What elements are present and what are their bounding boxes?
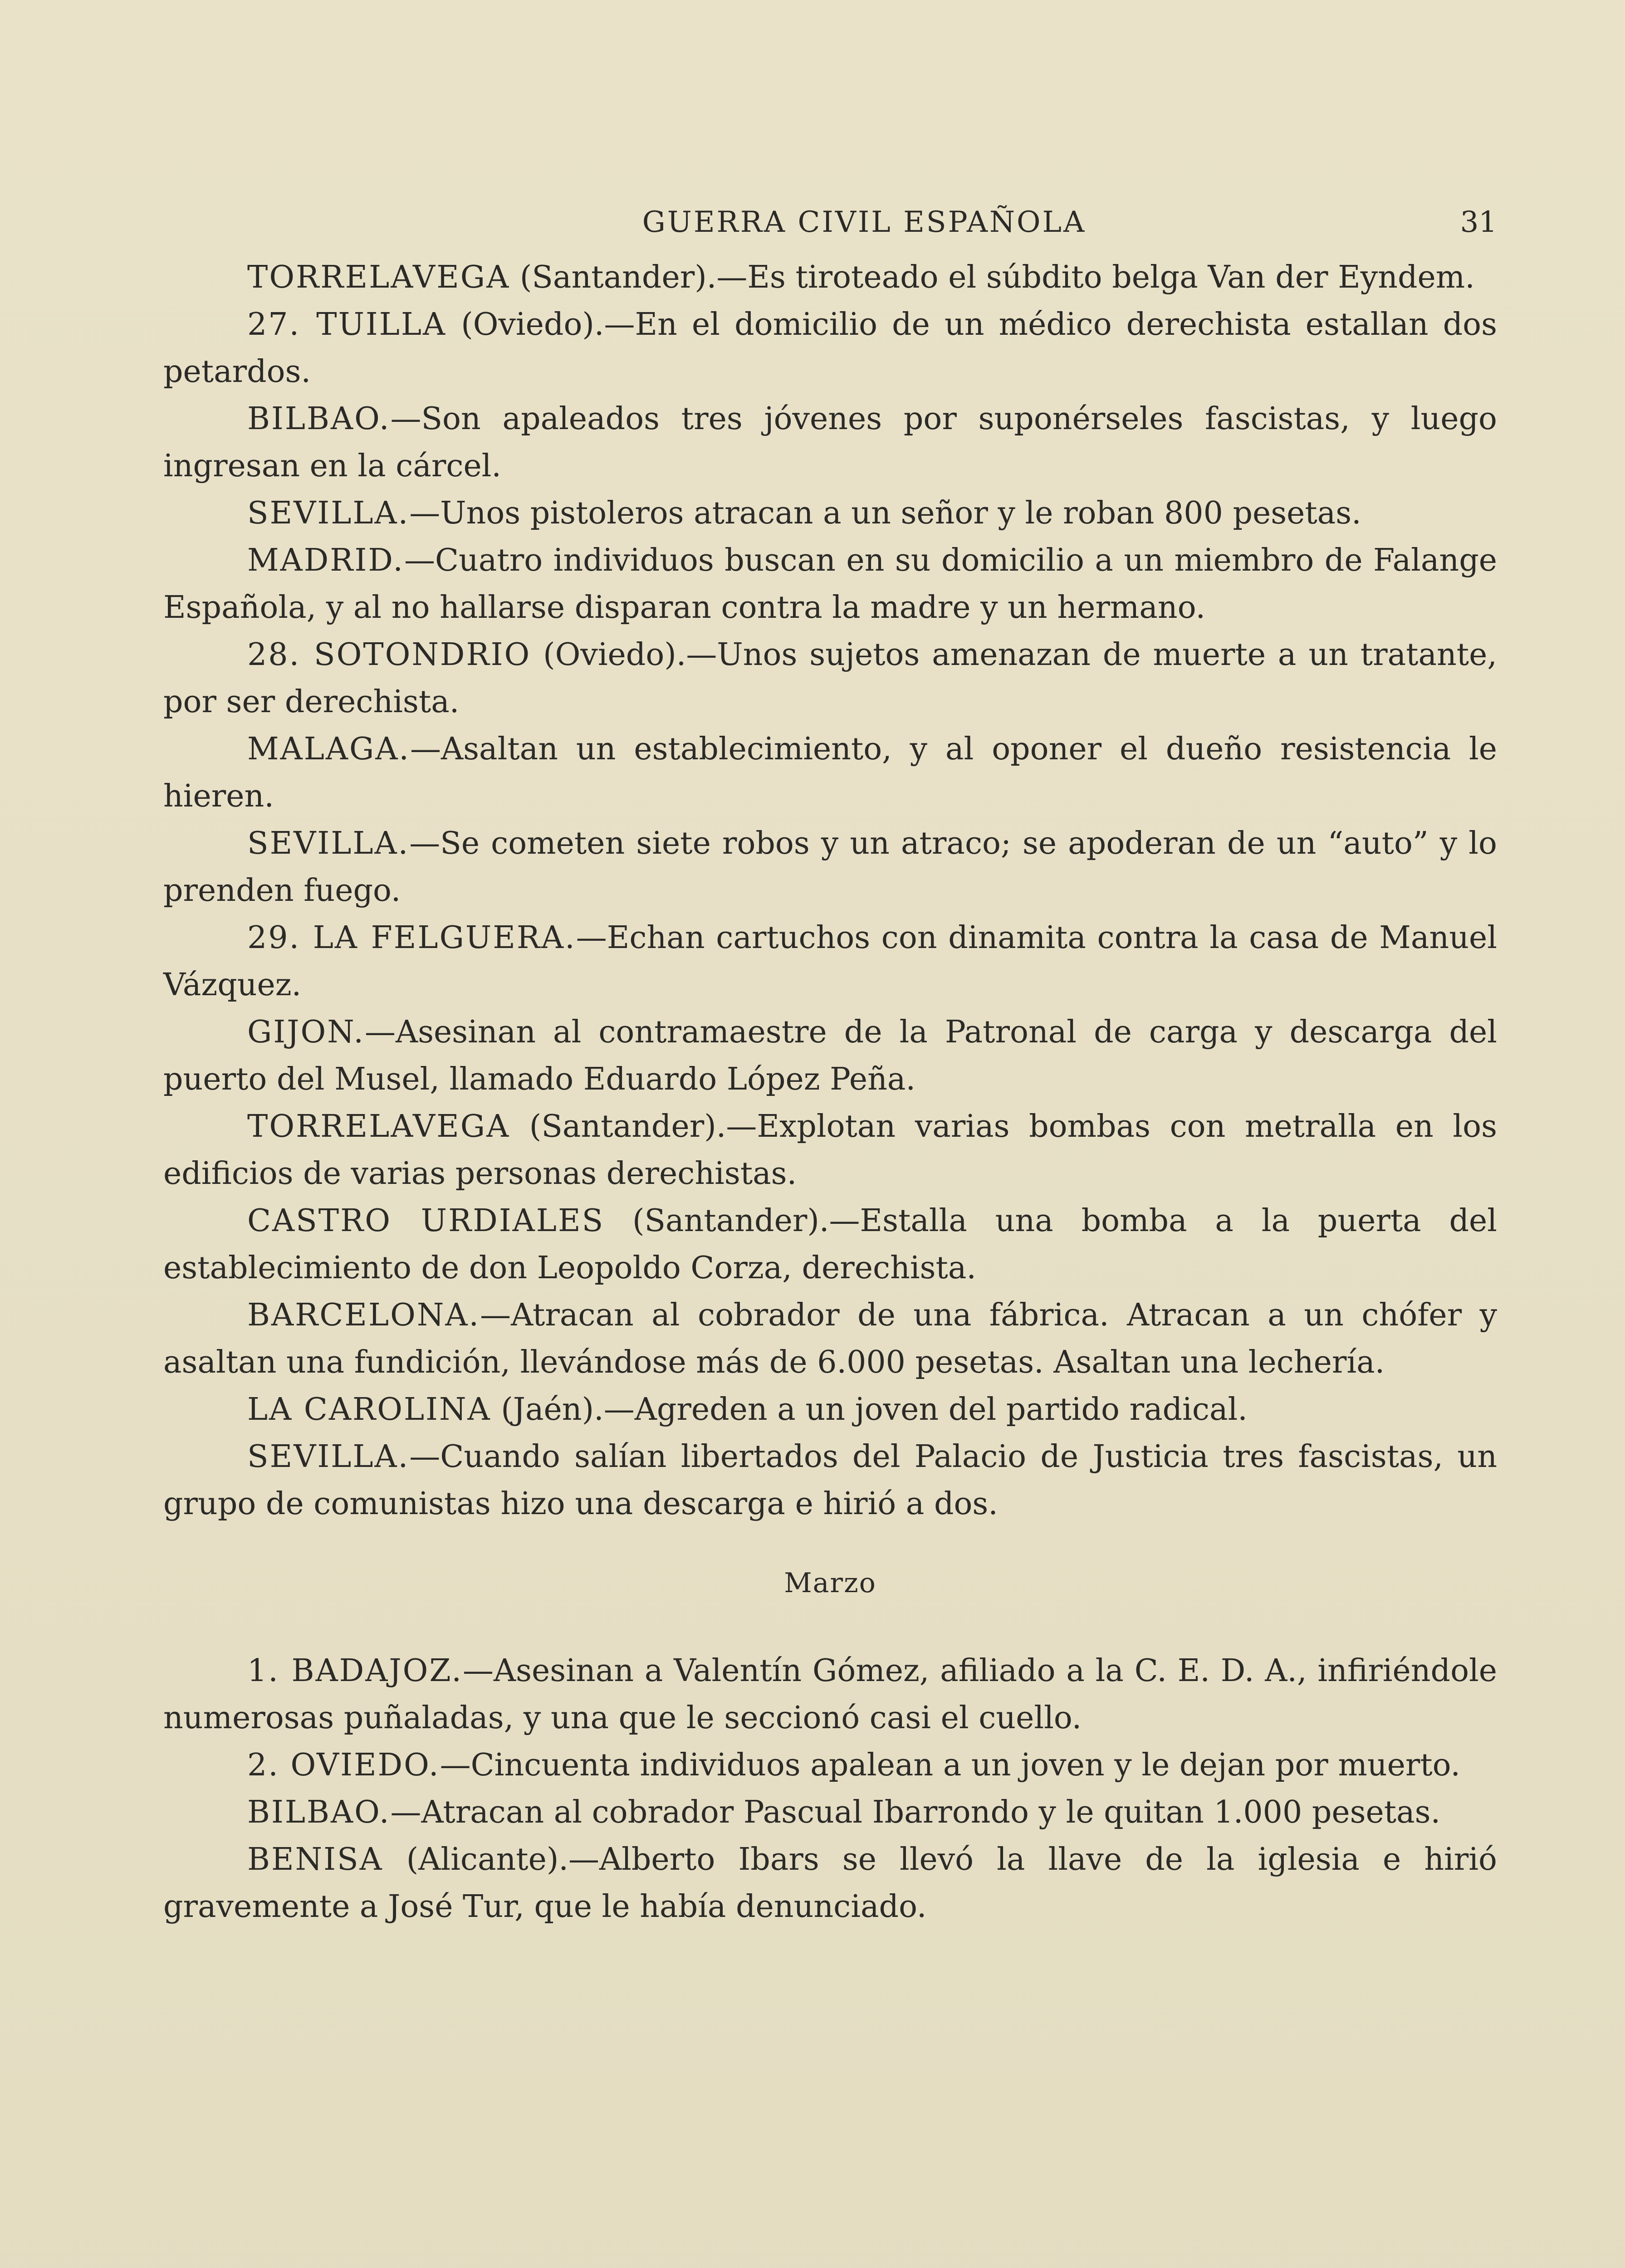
entry-feb-8 [163,820,1497,914]
entry-text: (Oviedo).—Unos sujetos amenazan de muerte a un tratante, por ser derechista. [163,637,1497,720]
entry-text: —Atracan al cobrador Pascual Ibarrondo y le quitan 1.000 pesetas. [390,1794,1441,1830]
entry-text: (Santander).—Explotan varias bombas con metralla en los edificios de varias personas derechistas. [163,1109,1497,1192]
running-title: GUERRA CIVIL ESPAÑOLA [642,205,1087,239]
entry-text: (Jaén).—Agreden a un joven del partido radical. [491,1392,1248,1427]
entry-place: SEVILLA. [247,826,410,861]
entry-place: CASTRO URDIALES [247,1203,605,1239]
entry-place: 28. SOTONDRIO [247,637,531,673]
entry-text: —Son apaleados tres jóvenes por suponérseles fascistas, y luego ingresan en la cárcel. [163,401,1497,484]
entry-place: TORRELAVEGA [247,259,510,295]
entry-text: —Se cometen siete robos y un atraco; se apoderan de un “auto” y lo prenden fuego. [163,826,1497,909]
entry-place: SEVILLA. [247,1439,410,1475]
entry-feb-5 [163,537,1497,631]
entry-feb-7 [163,726,1497,820]
section-heading-marzo: Marzo [784,1567,876,1599]
entry-place: BARCELONA. [247,1297,480,1333]
entry-place: 29. LA FELGUERA. [247,920,576,956]
page-text [163,195,1497,1931]
entry-text: —Cuatro individuos buscan en su domicilio a un miembro de Falange Española, y al no hallarse disparan contra la madre y un hermano. [163,543,1497,626]
entry-place: MALAGA. [247,731,411,767]
entry-text: —Cincuenta individuos apalean a un joven y le dejan por muerto. [440,1747,1461,1783]
entry-feb-12 [163,1198,1497,1292]
entry-place: LA CAROLINA [247,1392,491,1427]
entry-place: 27. TUILLA [247,307,447,342]
entry-text: (Alicante).—Alberto Ibars se llevó la llave de la iglesia e hirió gravemente a José Tur, que le había denunciado. [163,1842,1497,1925]
entry-feb-11 [163,1103,1497,1198]
entry-feb-15 [163,1433,1497,1528]
entry-feb-9 [163,914,1497,1009]
entry-feb-13 [163,1292,1497,1386]
entry-text: —Unos pistoleros atracan a un señor y le roban 800 pesetas. [409,495,1361,531]
entry-place: MADRID. [247,543,405,578]
entry-place: BENISA [247,1842,383,1877]
entry-mar-3 [163,1789,1497,1836]
entry-text: —Cuando salían libertados del Palacio de Justicia tres fascistas, un grupo de comunistas hizo una descarga e hirió a dos. [163,1439,1497,1522]
entry-mar-2 [163,1742,1497,1789]
entry-text: (Santander).—Estalla una bomba a la puerta del establecimiento de don Leopoldo Corza, derechista. [163,1203,1497,1286]
entry-place: BILBAO. [247,1794,391,1830]
entry-place: TORRELAVEGA [247,1109,510,1144]
page-number: 31 [1460,205,1497,239]
entry-feb-10 [163,1009,1497,1103]
entry-feb-6 [163,631,1497,726]
entry-feb-1 [163,254,1497,301]
entry-text: —Asesinan al contramaestre de la Patronal de carga y descarga del puerto del Musel, llamado Eduardo López Peña. [163,1014,1497,1097]
entry-place: GIJON. [247,1014,365,1050]
running-head [163,195,1497,254]
entry-feb-14 [163,1386,1497,1433]
entry-text: —Echan cartuchos con dinamita contra la casa de Manuel Vázquez. [163,920,1497,1003]
entry-mar-1 [163,1647,1497,1742]
entry-feb-4 [163,490,1497,537]
entry-text: —Atracan al cobrador de una fábrica. Atracan a un chófer y asaltan una fundición, llevándose más de 6.000 pesetas. Asaltan una lechería. [163,1297,1497,1380]
entry-feb-2 [163,301,1497,396]
entry-text: —Asesinan a Valentín Gómez, afiliado a la C. E. D. A., infiriéndole numerosas puñaladas, y una que le seccionó casi el cuello. [163,1653,1498,1736]
entry-feb-3 [163,396,1497,490]
entry-text: (Oviedo).—En el domicilio de un médico derechista estallan dos petardos. [163,307,1497,390]
entry-place: BILBAO. [247,401,391,437]
entry-place: SEVILLA. [247,495,410,531]
entry-place: 2. OVIEDO. [247,1747,440,1783]
entry-text: (Santander).—Es tiroteado el súbdito belga Van der Eyndem. [510,259,1475,295]
entry-text: —Asaltan un establecimiento, y al oponer el dueño resistencia le hieren. [163,731,1497,814]
entry-place: 1. BADAJOZ. [247,1653,463,1689]
entry-mar-4 [163,1836,1497,1931]
